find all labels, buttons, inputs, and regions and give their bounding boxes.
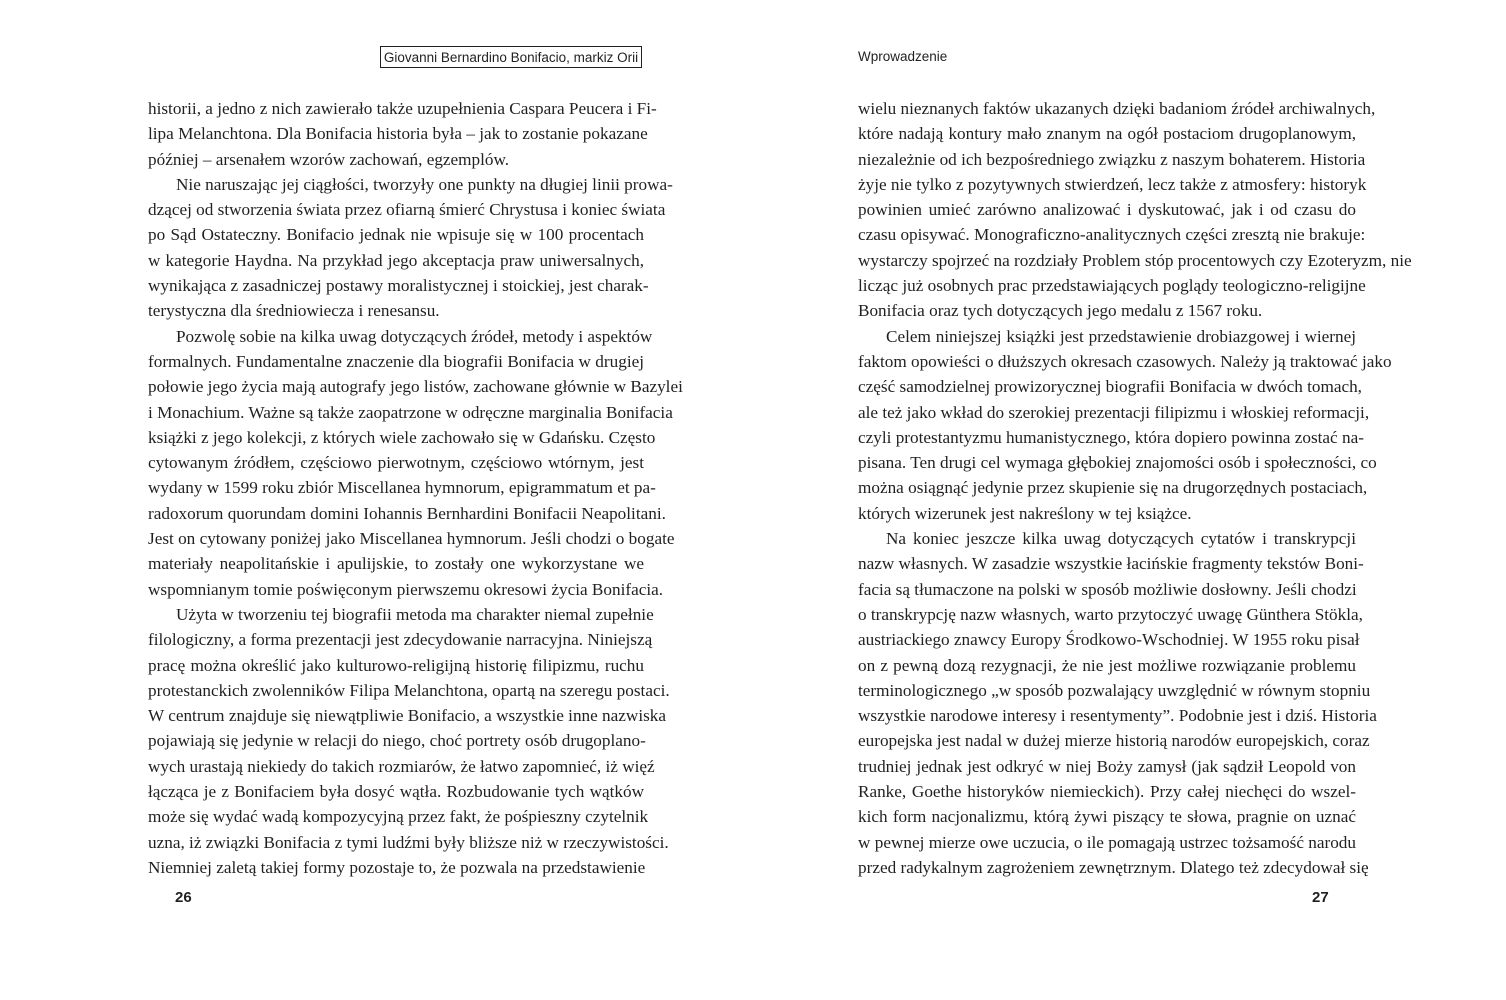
text-line: europejska jest nadal w dużej mierze historią narodów europejskich, coraz <box>858 731 1370 751</box>
text-line: Jest on cytowany poniżej jako Miscellanea hymnorum. Jeśli chodzi o bogate <box>148 529 675 549</box>
text-line: terminologicznego „w sposób pozwalający uwzględnić w równym stopniu <box>858 680 1371 700</box>
text-line: łącząca je z Bonifaciem była dosyć wątła. Rozbudowanie tych wątków <box>148 782 644 802</box>
text-line: żyje nie tylko z pozytywnych stwierdzeń, lecz także z atmosfery: historyk <box>858 174 1367 194</box>
text-line: Ranke, Goethe historyków niemieckich). Przy całej niechęci do wszel- <box>858 782 1356 802</box>
text-line: wydany w 1599 roku zbiór Miscellanea hymnorum, epigrammatum et pa- <box>148 478 656 498</box>
text-line: po Sąd Ostateczny. Bonifacio jednak nie wpisuje się w 100 procentach <box>148 225 644 245</box>
text-line: filologiczny, a forma prezentacji jest zdecydowanie narracyjna. Niniejszą <box>148 630 653 650</box>
text-line: wspomnianym tomie poświęconym pierwszemu okresowi życia Bonifacia. <box>148 579 664 599</box>
text-line: przed radykalnym zagrożeniem zewnętrznym. Dlatego też zdecydował się <box>858 857 1369 877</box>
text-line: wych urastają niekiedy do takich rozmiarów, że łatwo zapomnieć, iż więź <box>148 756 655 776</box>
text-line: wielu nieznanych faktów ukazanych dzięki badaniom źródeł archiwalnych, <box>858 99 1376 118</box>
text-line: Użyta w tworzeniu tej biografii metoda ma charakter niemal zupełnie <box>176 604 654 624</box>
right-page-body <box>858 96 1412 880</box>
text-line: facia są tłumaczone na polski w sposób możliwie dosłowny. Jeśli chodzi <box>858 579 1357 599</box>
running-head-left: Giovanni Bernardino Bonifacio, markiz Orii <box>380 46 642 68</box>
text-line: wystarczy spojrzeć na rozdziały Problem stóp procentowych czy Ezoteryzm, nie <box>858 250 1412 270</box>
text-line: i Monachium. Ważne są także zaopatrzone w odręczne marginalia Bonifacia <box>148 402 673 422</box>
text-line: pisana. Ten drugi cel wymaga głębokiej znajomości osób i społeczności, co <box>858 453 1377 473</box>
text-line: cytowanym źródłem, częściowo pierwotnym, częściowo wtórnym, jest <box>148 453 644 473</box>
text-line: nazw własnych. W zasadzie wszystkie łacińskie fragmenty tekstów Boni- <box>858 554 1364 574</box>
text-line: Bonifacia oraz tych dotyczących jego medalu z 1567 roku. <box>858 301 1263 321</box>
text-line: które nadają kontury mało znanym na ogół postaciom drugoplanowym, <box>858 124 1356 144</box>
text-line: czasu opisywać. Monograficzno-analitycznych części zresztą nie brakuje: <box>858 225 1366 245</box>
page-number-right: 27 <box>1312 889 1329 906</box>
running-head-right: Wprowadzenie <box>858 49 948 64</box>
text-line: wynikająca z zasadniczej postawy moralistycznej i stoickiej, jest charak- <box>148 276 649 296</box>
text-line: trudniej jednak jest odkryć w niej Boży zamysł (jak sądził Leopold von <box>858 756 1356 776</box>
text-line: ale też jako wkład do szerokiej prezentacji filipizmu i włoskiej reformacji, <box>858 402 1370 422</box>
text-line: historii, a jedno z nich zawierało także uzupełnienia Caspara Peucera i Fi- <box>148 99 657 118</box>
text-line: kich form nacjonalizmu, którą żywi piszący te słowa, pragnie on uznać <box>858 807 1356 827</box>
right-page <box>753 0 1506 1000</box>
text-line: można osiągnąć jedynie przez skupienie się na drugorzędnych postaciach, <box>858 478 1368 498</box>
text-line: Celem niniejszej książki jest przedstawienie drobiazgowej i wiernej <box>886 326 1356 346</box>
text-line: część samodzielnej prowizorycznej biografii Bonifacia w dwóch tomach, <box>858 377 1362 397</box>
text-line: książki z jego kolekcji, z których wiele zachowało się w Gdańsku. Często <box>148 427 656 447</box>
text-line: później – arsenałem wzorów zachowań, egzemplów. <box>148 149 510 169</box>
text-line: pojawiają się jedynie w relacji do niego, choć portrety osób drugoplano- <box>148 731 646 751</box>
text-line: lipa Melanchtona. Dla Bonifacia historia była – jak to zostanie pokazane <box>148 124 648 144</box>
text-line: powinien umieć zarówno analizować i dyskutować, jak i od czasu do <box>858 200 1356 220</box>
text-line: Na koniec jeszcze kilka uwag dotyczących cytatów i transkrypcji <box>886 529 1356 549</box>
text-line: Niemniej zaletą takiej formy pozostaje to, że pozwala na przedstawienie <box>148 857 646 877</box>
text-line: wszystkie narodowe interesy i resentymenty”. Podobnie jest i dziś. Historia <box>858 706 1377 726</box>
text-line: Nie naruszając jej ciągłości, tworzyły one punkty na długiej linii prowa- <box>176 174 673 194</box>
text-line: czyli protestantyzmu humanistycznego, która dopiero powinna zostać na- <box>858 427 1364 447</box>
text-line: w pewnej mierze owe uczucia, o ile pomagają ustrzec tożsamość narodu <box>858 832 1356 852</box>
text-line: formalnych. Fundamentalne znaczenie dla biografii Bonifacia w drugiej <box>148 351 644 371</box>
text-line: protestanckich zwolenników Filipa Melanchtona, opartą na szeregu postaci. <box>148 680 670 700</box>
text-line: dzącej od stworzenia świata przez ofiarną śmierć Chrystusa i koniec świata <box>148 200 666 220</box>
text-line: radoxorum quorundam domini Iohannis Bernhardini Bonifacii Neapolitani. <box>148 503 666 523</box>
left-page-body <box>148 96 683 880</box>
text-line: których wizerunek jest nakreślony w tej książce. <box>858 503 1192 523</box>
page-number-left: 26 <box>175 889 192 906</box>
text-line: pracę można określić jako kulturowo-religijną historię filipizmu, ruchu <box>148 655 644 675</box>
text-line: terystyczna dla średniowiecza i renesansu. <box>148 301 440 321</box>
text-line: w kategorie Haydna. Na przykład jego akceptacja praw uniwersalnych, <box>148 250 644 270</box>
text-line: o transkrypcję nazw własnych, warto przytoczyć uwagę Günthera Stökla, <box>858 604 1363 624</box>
text-line: może się wydać wadą kompozycyjną przez fakt, że pośpieszny czytelnik <box>148 807 649 827</box>
text-line: faktom opowieści o dłuższych okresach czasowych. Należy ją traktować jako <box>858 351 1392 371</box>
text-line: materiały neapolitańskie i apulijskie, to zostały one wykorzystane we <box>148 554 644 574</box>
text-line: W centrum znajduje się niewątpliwie Bonifacio, a wszystkie inne nazwiska <box>148 706 667 726</box>
text-line: uzna, iż związki Bonifacia z tymi ludźmi były bliższe niż w rzeczywistości. <box>148 832 669 852</box>
text-line: austriackiego znawcy Europy Środkowo-Wschodniej. W 1955 roku pisał <box>858 630 1360 650</box>
text-line: on z pewną dozą rezygnacji, że nie jest możliwe rozwiązanie problemu <box>858 655 1356 675</box>
text-line: niezależnie od ich bezpośredniego związku z naszym bohaterem. Historia <box>858 149 1366 169</box>
text-line: Pozwolę sobie na kilka uwag dotyczących źródeł, metody i aspektów <box>176 326 653 346</box>
text-line: połowie jego życia mają autografy jego listów, zachowane głównie w Bazylei <box>148 377 683 397</box>
text-line: licząc już osobnych prac przedstawiających poglądy teologiczno-religijne <box>858 276 1366 296</box>
